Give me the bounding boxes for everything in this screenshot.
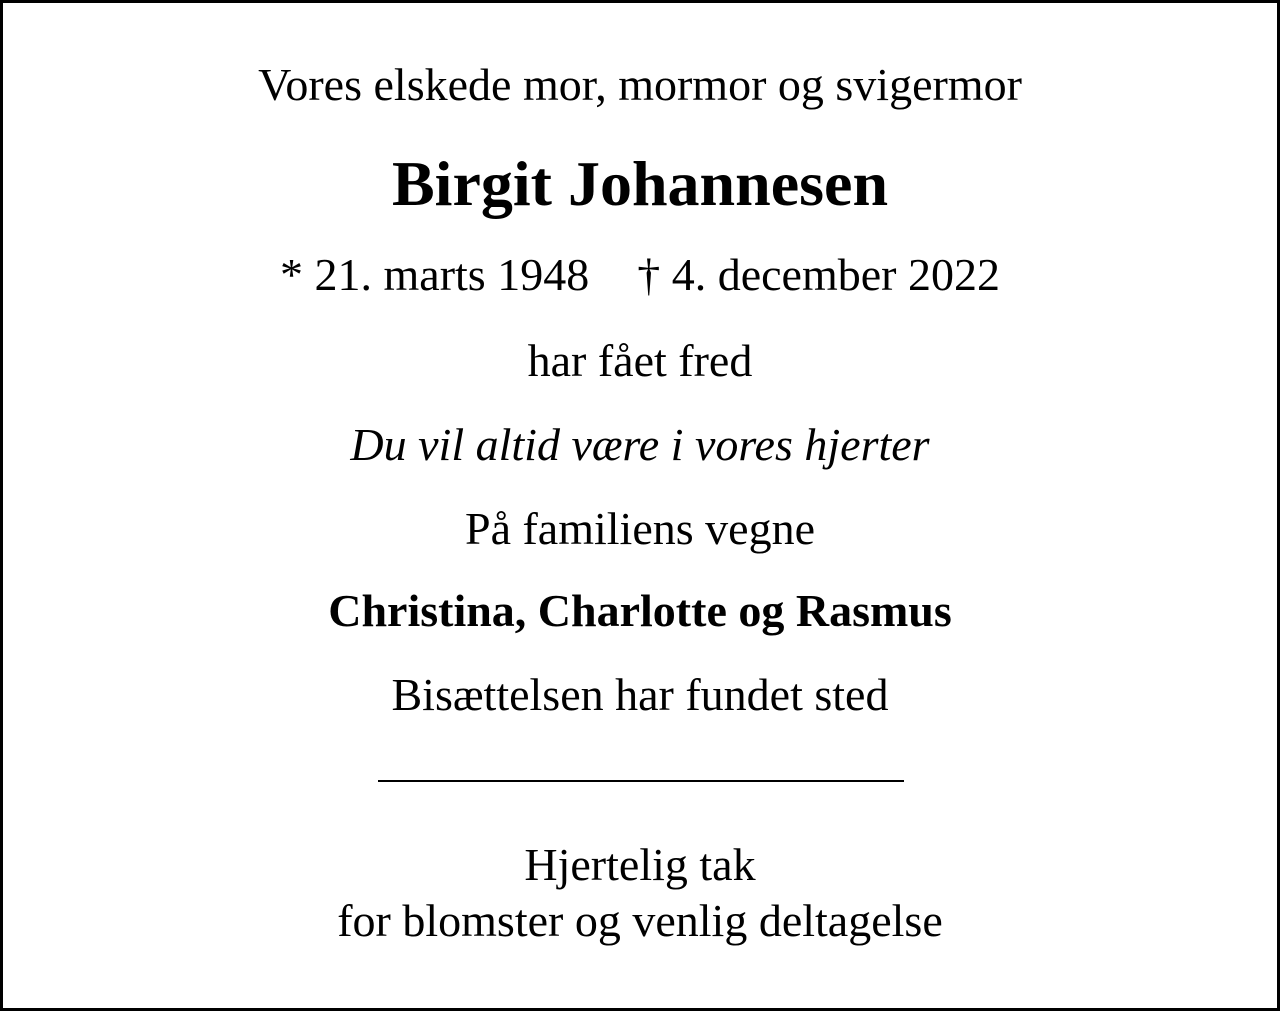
funeral-info: Bisættelsen har fundet sted <box>391 669 889 720</box>
thanks-line-2: for blomster og venlig deltagelse <box>337 895 943 946</box>
on-behalf-text: På familiens vegne <box>464 503 815 554</box>
birth-date: * 21. marts 1948 <box>280 249 590 300</box>
intro-text: Vores elskede mor, mormor og svigermor <box>258 59 1022 110</box>
divider-line <box>378 780 904 782</box>
death-date: † 4. december 2022 <box>637 249 1000 300</box>
peace-text: har fået fred <box>527 335 753 386</box>
memorial-quote: Du vil altid være i vores hjerter <box>350 419 930 470</box>
life-dates <box>0 249 1280 300</box>
thanks-line-1: Hjertelig tak <box>524 839 756 890</box>
signers-names: Christina, Charlotte og Rasmus <box>328 585 952 636</box>
deceased-name: Birgit Johannesen <box>391 148 889 219</box>
